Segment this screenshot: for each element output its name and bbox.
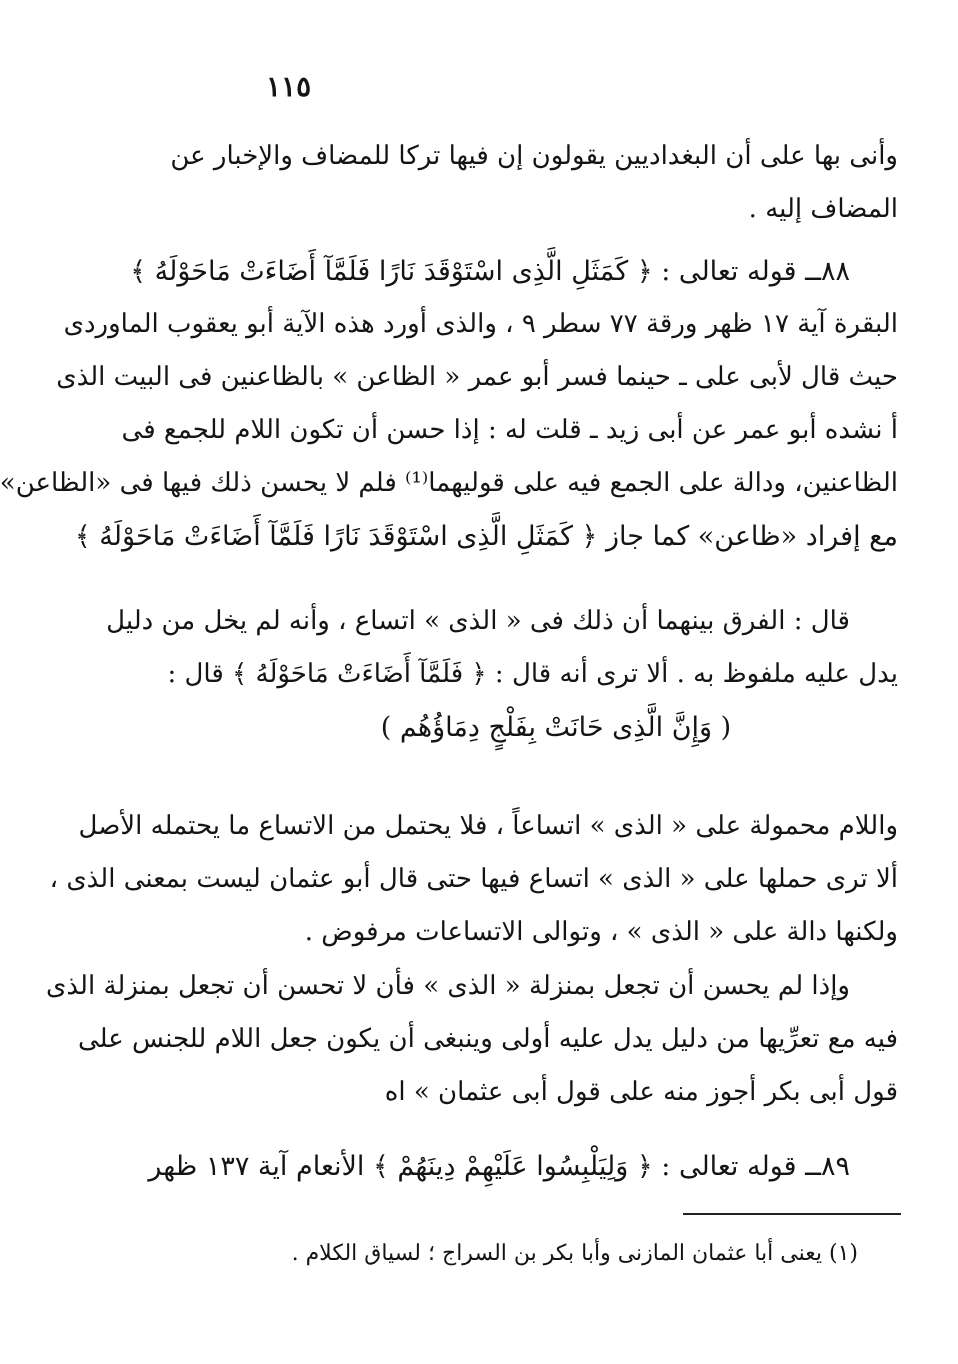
entry-89 — [148, 1140, 898, 1193]
text-line: يدل عليه ملفوظ به . ألا ترى أنه قال : ﴿ فَلَمَّآ أَضَاءَتْ مَاحَوْلَهُ ﴾ قال : — [167, 659, 898, 689]
text-line: حيث قال لأبى على ـ حينما فسر أبو عمر « الظاعن » بالظاعنين فى البيت الذى — [56, 362, 898, 392]
paragraph-difference — [106, 595, 898, 754]
text-line: ألا ترى حملها على « الذى » اتساع فيها حتى قال أبو عثمان ليست بمعنى الذى ، — [49, 864, 898, 894]
text-line: قول أبى بكر أجوز منه على قول أبى عثمان » اه — [384, 1077, 898, 1107]
text-line: مع إفراد «ظاعن» كما جاز ﴿ كَمَثَلِ الَّذِى اسْتَوْقَدَ نَارًا فَلَمَّآ أَضَاءَتْ مَاحَوْلَهُ ﴾ — [74, 521, 898, 552]
text-line: فيه مع تعرِّيها من دليل يدل عليه أولى وينبغى أن يكون جعل اللام للجنس على — [77, 1024, 898, 1054]
footnote-divider — [683, 1213, 901, 1215]
paragraph-continuation — [170, 130, 898, 236]
paragraph-conclusion — [46, 960, 898, 1119]
text-line: ولكنها دالة على « الذى » ، وتوالى الاتساعات مرفوض . — [304, 917, 898, 947]
text-line: وإذا لم يحسن أن تجعل بمنزلة « الذى » فأن لا تحسن أن تجعل بمنزلة الذى — [46, 971, 850, 1001]
entry-88 — [0, 245, 898, 563]
text-line: البقرة آية ١٧ ظهر ورقة ٧٧ سطر ٩ ، والذى أورد هذه الآية أبو يعقوب الماوردى — [63, 309, 898, 339]
text-line: واللام محمولة على « الذى » اتساعاً ، فلا يحتمل من الاتساع ما يحتمله الأصل — [78, 811, 898, 841]
text-line: المضاف إليه . — [748, 194, 898, 224]
text-line: أ نشده أبو عمر عن أبى زيد ـ قلت له : إذا حسن أن تكون اللام للجمع فى — [121, 415, 898, 445]
entry-heading-line: ٨٨ــ قوله تعالى : ﴿ كَمَثَلِ الَّذِى اسْتَوْقَدَ نَارًا فَلَمَّآ أَضَاءَتْ مَاحَوْلَهُ ﴾ — [130, 256, 850, 287]
text-line: وأنى بها على أن البغداديين يقولون إن فيها تركا للمضاف والإخبار عن — [170, 141, 898, 171]
entry-heading-line: ٨٩ــ قوله تعالى : ﴿ وَلِيَلْبِسُوا عَلَيْهِمْ دِينَهُمْ ﴾ الأنعام آية ١٣٧ ظهر — [148, 1151, 850, 1182]
paragraph-lam — [49, 800, 898, 959]
footnote: (١) يعنى أبا عثمان المازنى وأبا بكر بن السراج ؛ لسياق الكلام . — [291, 1241, 858, 1266]
page-number: ١١٥ — [266, 70, 312, 103]
text-line: قال : الفرق بينهما أن ذلك فى « الذى » اتساع ، وأنه لم يخل من دليل — [106, 606, 850, 636]
text-line: الظاعنين، ودالة على الجمع فيه على قوليهما⁽¹⁾ فلم لا يحسن ذلك فيها فى «الظاعن» — [0, 468, 898, 498]
verse-line: ( وَإِنَّ الَّذِى حَانَتْ بِفَلْجٍ دِمَاؤُهُم ) — [380, 712, 732, 743]
